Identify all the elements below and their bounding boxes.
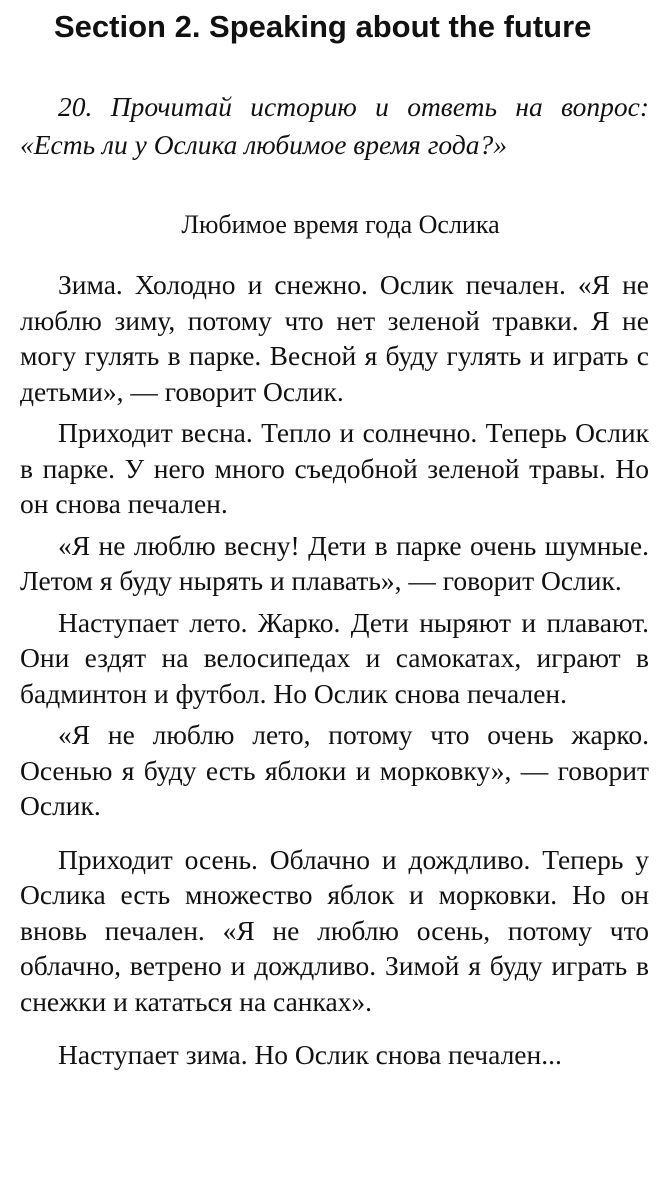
- story-paragraph: Приходит осень. Облачно и дождливо. Теперь у Ослика есть множество яблок и морковки. Но он вновь печален. «Я не люблю осень, потому что облачно, ветрено и дождливо. Зимой я буду играть в снежки и кататься на санках».: [20, 843, 649, 1017]
- story-paragraph: «Я не люблю лето, потому что очень жарко. Осенью я буду есть яблоки и морковку», — говорит Ослик.: [20, 719, 649, 821]
- story-paragraph: Зима. Холодно и снежно. Ослик печален. «Я не люблю зиму, потому что нет зеленой травки. Я не могу гулять в парке. Весной я буду гулять и играть с детьми», — говорит Ослик.: [20, 269, 649, 407]
- story-paragraph: Наступает зима. Но Ослик снова печален...: [58, 1039, 562, 1070]
- story-body: [20, 267, 649, 1073]
- story-paragraph: Наступает лето. Жарко. Дети ныряют и плавают. Они ездят на велосипедах и самокатах, играют в бадминтон и футбол. Но Ослик снова печален.: [20, 606, 649, 709]
- exercise-instruction: 20. Прочитай историю и ответь на вопрос: «Есть ли у Ослика любимое время года?»: [20, 91, 649, 160]
- story-paragraph: «Я не люблю весну! Дети в парке очень шумные. Летом я буду нырять и плавать», — говорит Ослик.: [20, 529, 649, 596]
- section-heading: Section 2. Speaking about the future: [54, 9, 592, 44]
- story-paragraph: Приходит весна. Тепло и солнечно. Теперь Ослик в парке. У него много съедобной зеленой травы. Но он снова печален.: [20, 417, 649, 519]
- story-title: Любимое время года Ослика: [181, 210, 500, 239]
